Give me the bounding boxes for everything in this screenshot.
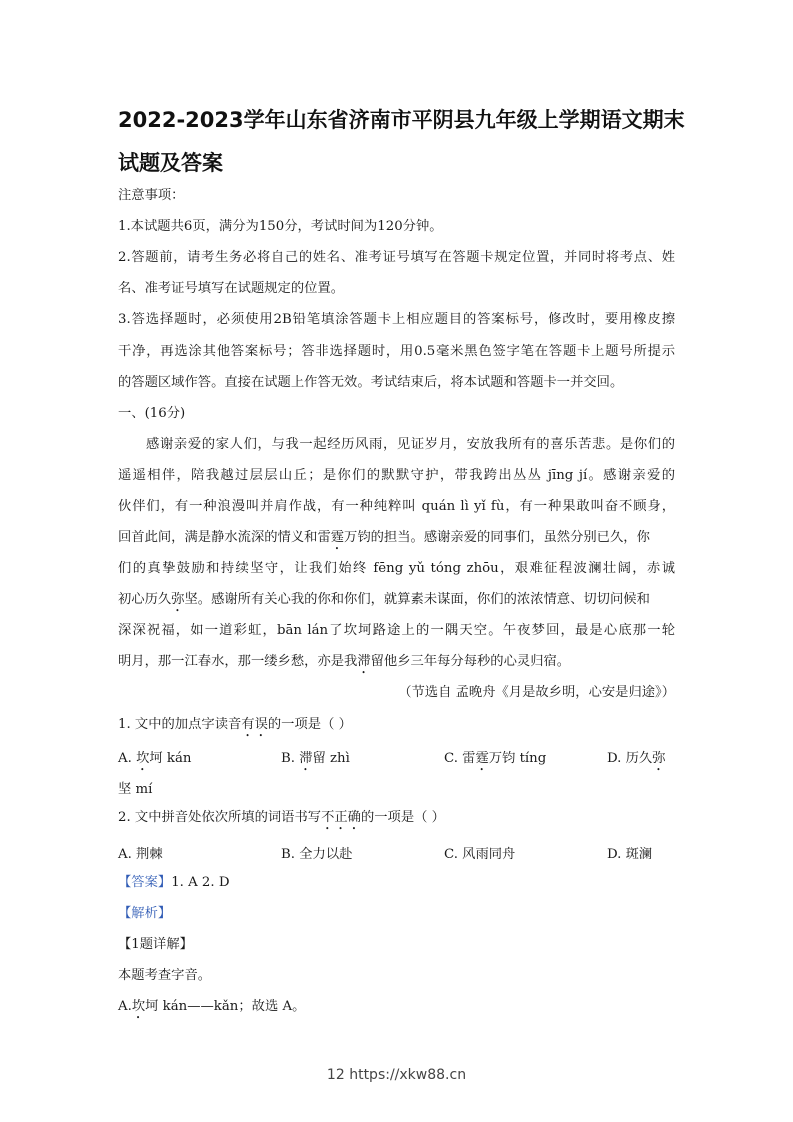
q1-option-c-text: 万钧 tíng (488, 751, 547, 766)
passage-source: （节选自 孟晚舟《月是故乡明，心安是归途》） (398, 685, 675, 700)
q1-option-a-dotted: 坎 (136, 751, 150, 766)
page-number: 12 (326, 1067, 345, 1083)
detail-text: 本题考查字音。 (118, 968, 212, 983)
passage-line-3: 伙伴们，有一种浪漫叫并肩作战，有一种纯粹叫 quán lì yǐ fù，有一种果敢叫奋不顾身， (118, 499, 675, 514)
question-1-emphasis: 有误 (241, 717, 268, 732)
dotted-char-lei: 雷 (317, 530, 331, 545)
detail-heading: 【1题详解】 (118, 937, 193, 952)
notice-item-1: 1.本试题共6页，满分为150分，考试时间为120分钟。 (118, 219, 443, 234)
q1-option-b-dotted: 滞 (299, 751, 313, 766)
passage-line-7: 深深祝福，如一道彩虹，bān lán了坎坷路途上的一隅天空。午夜梦回，最是心底那一轮 (118, 623, 675, 638)
q1-option-d-dotted: 弥 (652, 751, 666, 766)
document-title-line-2: 试题及答案 (118, 151, 223, 175)
question-2 (118, 809, 445, 833)
notice-item-3-line-3: 的答题区域作答。直接在试题上作答无效。考试结束后，将本试题和答题卡一并交回。 (118, 375, 624, 390)
question-2-stem: 2. 文中拼音处依次所填的词语书写 (118, 810, 322, 825)
footer-url[interactable]: https://xkw88.cn (349, 1067, 467, 1083)
q1-option-c-dotted: 霆 (475, 751, 489, 766)
q2-option-c[interactable]: C. 风雨同舟 (444, 847, 516, 862)
document-title-line-1: 2022-2023学年山东省济南市平阴县九年级上学期语文期末 (118, 108, 685, 132)
notice-item-2-line-1: 2.答题前，请考生务必将自己的姓名、准考证号填写在答题卡规定位置，并同时将考点、姓 (118, 250, 675, 265)
notice-item-3-line-1: 3.答选择题时，必须使用2B铅笔填涂答题卡上相应题目的答案标号，修改时，要用橡皮擦 (118, 312, 675, 327)
dotted-char-ting: 霆 (330, 530, 345, 545)
q1-option-c-prefix: C. 雷 (444, 751, 476, 766)
question-1 (118, 716, 352, 740)
q1-option-a-text: 坷 kán (149, 751, 192, 766)
passage-line-6-part: 初心历久 (118, 592, 172, 607)
page-footer (0, 1067, 793, 1083)
q1-option-b-prefix: B. (281, 751, 300, 766)
q1-option-d[interactable] (607, 747, 666, 774)
passage-line-5: 们的真挚鼓励和持续坚守，让我们始终 fēng yǔ tóng zhōu，艰难征程波澜壮阔，赤诚 (118, 561, 675, 576)
q2-option-a[interactable]: A. 荆棘 (118, 847, 163, 862)
q2-option-d[interactable]: D. 斑澜 (607, 847, 653, 862)
question-1-end: 的一项是（ ） (267, 717, 352, 732)
passage-line-2: 遥遥相伴，陪我越过层层山丘；是你们的默默守护，带我跨出丛丛 jīng jí。感谢亲爱的 (118, 468, 675, 483)
detail-explanation-dotted: 坎 (131, 999, 146, 1014)
passage-line-4 (118, 529, 650, 553)
detail-explanation-prefix: A. (118, 999, 132, 1014)
answer-text: 1. A 2. D (171, 875, 230, 890)
passage-line-8-rest: 留他乡三年每分每秒的心灵归宿。 (370, 654, 571, 669)
section-heading: 一、(16分) (118, 406, 186, 421)
q1-option-d-continued: 坚 mí (118, 782, 153, 797)
analysis-tag: 【解析】 (118, 906, 172, 921)
question-2-emphasis: 不正确 (321, 810, 361, 825)
question-2-end: 的一项是（ ） (360, 810, 445, 825)
notice-item-2-line-2: 名、准考证号填写在试题规定的位置。 (118, 281, 345, 296)
q1-option-b[interactable] (281, 747, 350, 774)
question-1-stem: 1. 文中的加点字读音 (118, 717, 242, 732)
q2-option-b[interactable]: B. 全力以赴 (281, 847, 353, 862)
passage-line-4-part: 回首此间，满是静水流深的情义和 (118, 530, 318, 545)
dotted-char-zhi: 滞 (357, 654, 371, 669)
q1-option-a-prefix: A. (118, 751, 137, 766)
detail-explanation (118, 998, 305, 1022)
q1-option-b-text: 留 zhì (312, 751, 350, 766)
detail-explanation-text: 坷 kán——kǎn；故选 A。 (145, 999, 306, 1014)
passage-line-6 (118, 591, 650, 615)
passage-line-8 (118, 653, 570, 677)
passage-line-6-rest: 坚。感谢所有关心我的你和你们，就算素未谋面，你们的浓浓情意、切切问候和 (184, 592, 650, 607)
q1-option-a[interactable] (118, 747, 191, 774)
answer-line (118, 874, 230, 892)
q1-option-c[interactable] (444, 747, 546, 774)
passage-line-8-part: 明月，那一江春水，那一缕乡愁，亦是我 (118, 654, 358, 669)
passage-line-1: 感谢亲爱的家人们，与我一起经历风雨，见证岁月，安放我所有的喜乐苦悲。是你们的 (146, 437, 675, 452)
passage-line-4-rest: 万钧的担当。感谢亲爱的同事们，虽然分别已久，你 (344, 530, 650, 545)
q1-option-d-prefix: D. 历久 (607, 751, 653, 766)
answer-tag: 【答案】 (118, 875, 172, 890)
notice-heading: 注意事项： (118, 188, 185, 203)
dotted-char-mi: 弥 (171, 592, 185, 607)
notice-item-3-line-2: 干净，再选涂其他答案标号；答非选择题时，用0.5毫米黑色签字笔在答题卡上题号所提示 (118, 344, 675, 359)
